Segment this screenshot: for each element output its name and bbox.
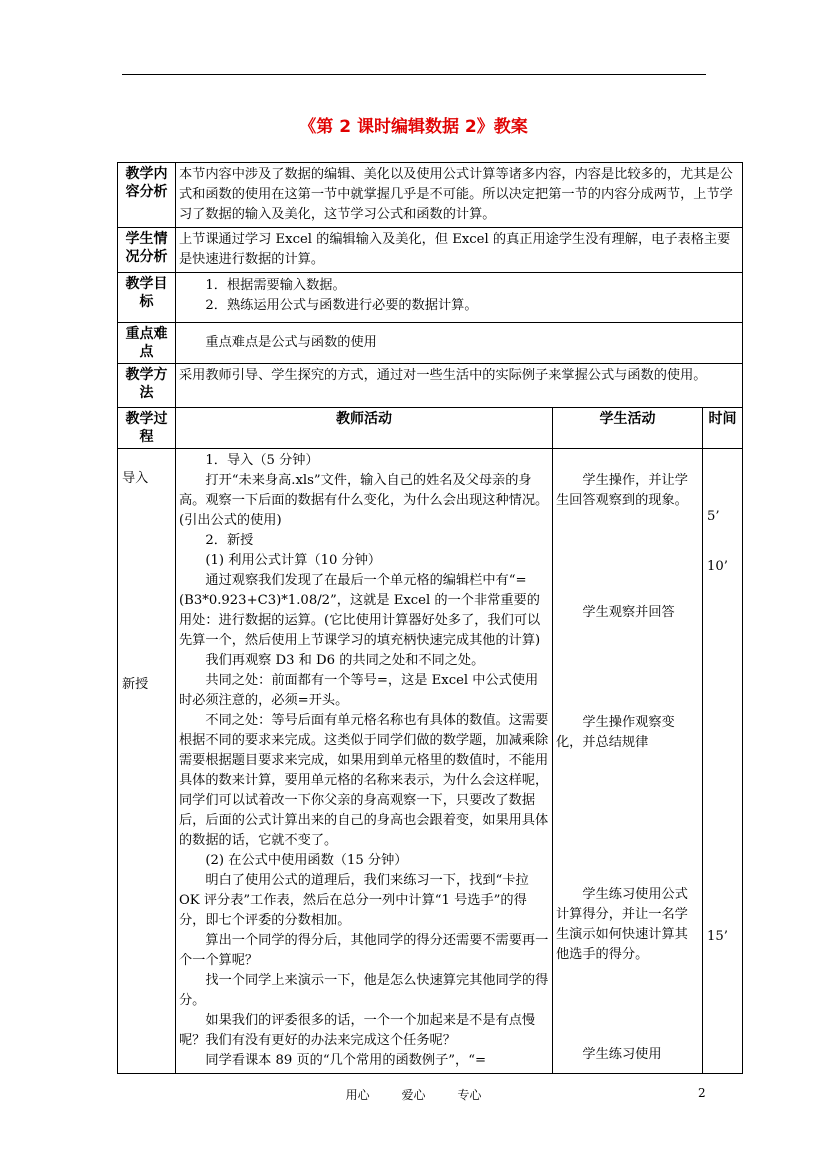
col-student-activity: 学生活动 (553, 408, 703, 449)
objectives-cell (176, 273, 743, 323)
page-number: 2 (698, 1086, 706, 1100)
teacher-line: (1) 利用公式计算（10 分钟） (205, 553, 382, 568)
teacher-line: 找一个同学上来演示一下，他是怎么快速算完其他同学的得分。 (179, 973, 549, 1008)
objective-item: 2．熟练运用公式与函数进行必要的数据计算。 (205, 298, 478, 313)
teacher-line: 通过观察我们发现了在最后一个单元格的编辑栏中有“=(B3*0.923+C3)*1.08/2”，这就是 Excel 的一个非常重要的用处：进行数据的运算。(它比使用计算器好处多了，我们可以先算一个，然后使用上节课学习的填充柄快速完成其他的计算) (179, 573, 541, 648)
student-activity-cell (553, 449, 703, 1074)
student-line: 学生操作观察变化，并总结规律 (556, 715, 675, 750)
teacher-line: 如果我们的评委很多的话，一个一个加起来是不是有点慢呢？我们有没有更好的办法来完成这个任务呢？ (179, 1013, 536, 1048)
key-points-text (176, 323, 743, 364)
content-analysis-text: 本节内容中涉及了数据的编辑、美化以及使用公式计算等诸多内容，内容是比较多的，尤其是公式和函数的使用在这第一节中就掌握几乎是不可能。所以决定把第一节的内容分成两节，上节学习了数据的输入及美化，这节学习公式和函数的计算。 (176, 163, 743, 228)
phase-new: 新授 (122, 677, 149, 692)
row-objectives (118, 273, 743, 323)
phase-cell (118, 449, 176, 1074)
teacher-activity-cell (176, 449, 553, 1074)
row-content-analysis (118, 163, 743, 228)
teacher-line: 共同之处：前面都有一个等号=，这是 Excel 中公式使用时必须注意的，必须=开头。 (179, 673, 539, 708)
label-process: 教学过程 (118, 408, 176, 449)
row-process-header (118, 408, 743, 449)
teacher-line: 不同之处：等号后面有单元格名称也有具体的数值。这需要根据不同的要求来完成。这类似于同学们做的数学题，加减乘除需要根据题目要求来完成，如果用到单元格里的数值时，不能用具体的数来计算，要用单元格的名称来表示，为什么会这样呢，同学们可以试着改一下你父亲的身高观察一下，只要改了数据后，后面的公式计算出来的自己的身高也会跟着变，如果用具体的数据的话，它就不变了。 (179, 713, 549, 848)
lesson-plan-table (117, 162, 743, 1074)
teacher-line: 明白了使用公式的道理后，我们来练习一下，找到“卡拉 OK 评分表”工作表，然后在总分一列中计算“1 号选手”的得分，即七个评委的分数相加。 (179, 873, 529, 928)
row-methods (118, 364, 743, 408)
row-student-analysis (118, 228, 743, 273)
time-cell (703, 449, 743, 1074)
student-line: 学生练习使用 (582, 1047, 662, 1062)
student-line: 学生练习使用公式计算得分，并让一名学生演示如何快速计算其他选手的得分。 (556, 887, 688, 962)
teacher-line: 打开“未来身高.xls”文件，输入自己的姓名及父母亲的身高。观察一下后面的数据有什么变化，为什么会出现这种情况。(引出公式的使用) (179, 473, 549, 528)
time-value: 5’ (707, 509, 720, 524)
footer-item: 爱心 (401, 1088, 426, 1102)
teacher-line: 1．导入（5 分钟） (205, 453, 319, 468)
student-line: 学生操作，并让学生回答观察到的现象。 (556, 473, 688, 508)
footer-item: 用心 (345, 1088, 370, 1102)
time-value: 15’ (707, 929, 728, 944)
time-value: 10’ (707, 559, 728, 574)
label-methods: 教学方法 (118, 364, 176, 408)
row-key-points (118, 323, 743, 364)
teacher-line: 算出一个同学的得分后，其他同学的得分还需要不需要再一个一个算呢？ (179, 933, 549, 968)
col-time: 时间 (703, 408, 743, 449)
teacher-line: 2．新授 (205, 533, 254, 548)
header-rule (122, 74, 706, 75)
label-key-points: 重点难点 (118, 323, 176, 364)
student-analysis-text: 上节课通过学习 Excel 的编辑输入及美化，但 Excel 的真正用途学生没有理解，电子表格主要是快速进行数据的计算。 (176, 228, 743, 273)
footer-item: 专心 (457, 1088, 482, 1102)
label-objectives: 教学目标 (118, 273, 176, 323)
col-teacher-activity: 教师活动 (176, 408, 553, 449)
teacher-line: (2) 在公式中使用函数（15 分钟） (205, 853, 408, 868)
key-points-value: 重点难点是公式与函数的使用 (205, 335, 377, 350)
methods-text: 采用教师引导、学生探究的方式，通过对一些生活中的实际例子来掌握公式与函数的使用。 (176, 364, 743, 408)
document-title: 《第 2 课时编辑数据 2》教案 (299, 117, 528, 137)
label-content-analysis: 教学内容分析 (118, 163, 176, 228)
objective-item: 1．根据需要输入数据。 (205, 278, 346, 293)
teacher-line: 同学看课本 89 页的“几个常用的函数例子”，“= (205, 1053, 487, 1068)
phase-intro: 导入 (122, 471, 149, 486)
row-process-body (118, 449, 743, 1074)
label-student-analysis: 学生情况分析 (118, 228, 176, 273)
student-line: 学生观察并回答 (582, 605, 675, 620)
teacher-line: 我们再观察 D3 和 D6 的共同之处和不同之处。 (205, 653, 485, 668)
